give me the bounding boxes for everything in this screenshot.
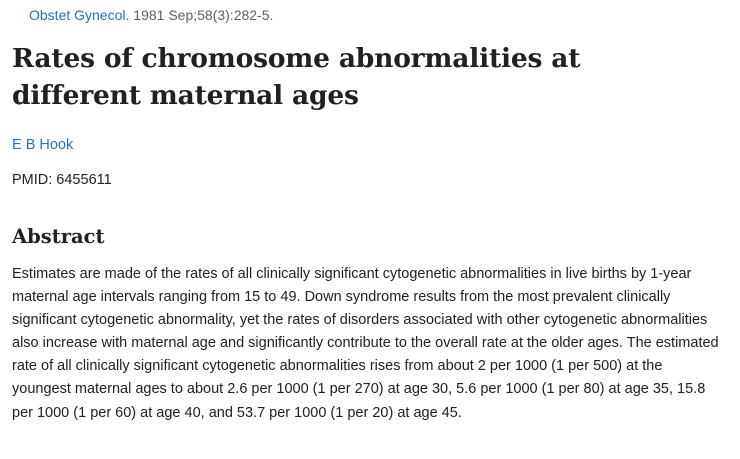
article-title: Rates of chromosome abnormalities at different maternal ages	[12, 43, 581, 111]
abstract-heading: Abstract	[12, 225, 105, 248]
pmid: PMID: 6455611	[12, 172, 112, 188]
author-link[interactable]: E B Hook	[12, 137, 74, 153]
citation	[29, 6, 273, 24]
journal-link[interactable]: Obstet Gynecol.	[29, 7, 130, 23]
author-list	[12, 135, 73, 155]
citation-details: 1981 Sep;58(3):282-5.	[133, 7, 274, 23]
abstract-text: Estimates are made of the rates of all clinically significant cytogenetic abnormalities in live births by 1-year maternal age intervals ranging from 15 to 49. Down syndrome results from the most prevalent clinically significant cytogenetic abnormality, yet the rates of disorders associated with other cytogenetic abnormalities also increase with maternal age and significantly contribute to the overall rate at the older ages. The estimated rate of all clinically significant cytogenetic abnormalities rises from about 2 per 1000 (1 per 500) at the youngest maternal ages to about 2.6 per 1000 (1 per 270) at age 30, 5.6 per 1000 (1 per 80) at age 35, 15.8 per 1000 (1 per 60) at age 40, and 53.7 per 1000 (1 per 20) at age 45.	[12, 266, 719, 421]
